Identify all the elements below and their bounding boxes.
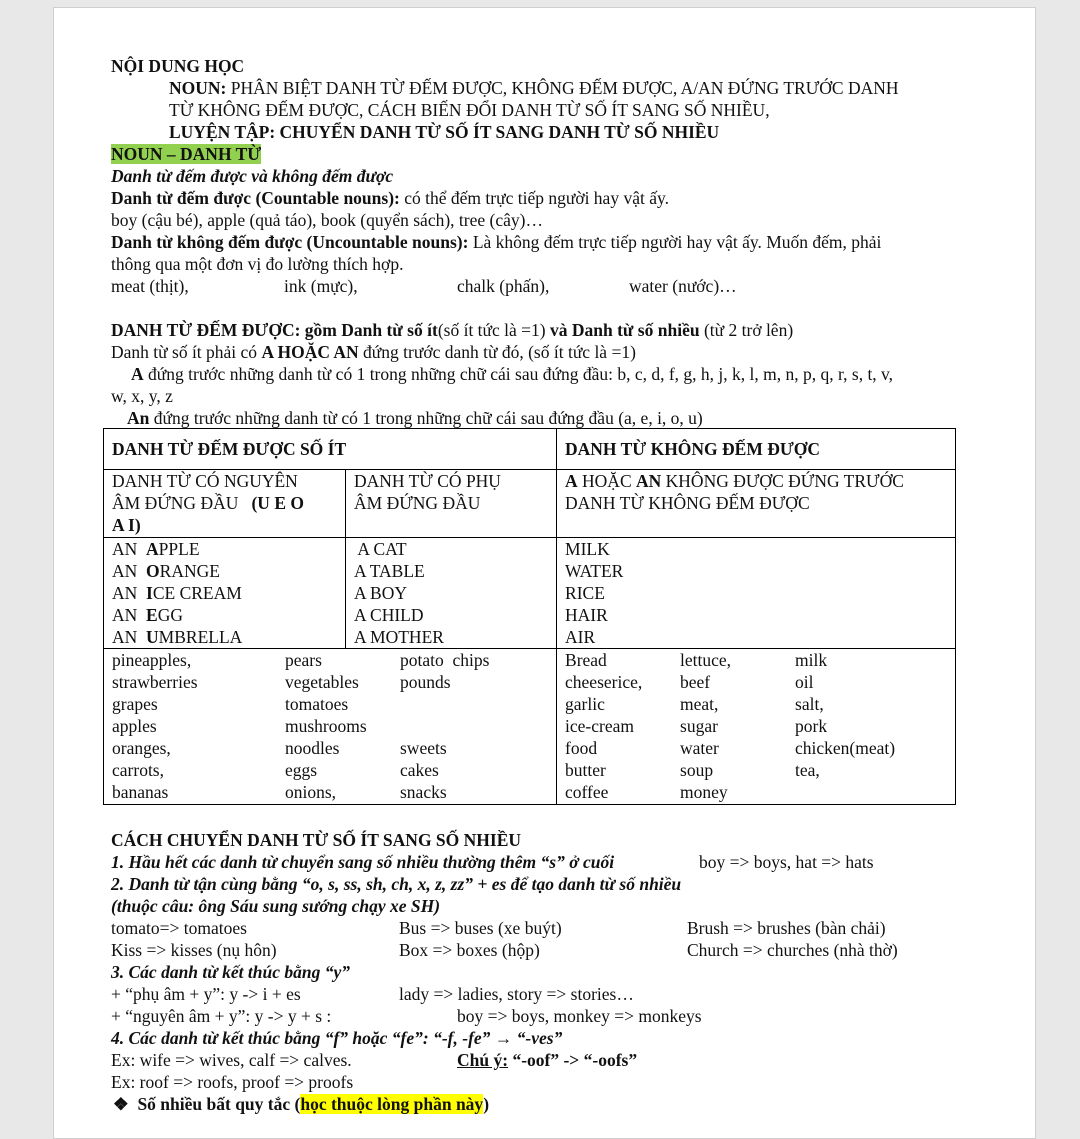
uncountable-definition-2: thông qua một đơn vị đo lường thích hợp. — [111, 254, 404, 274]
unc-word: WATER — [565, 561, 624, 581]
diamond-bullet-icon: ❖ — [113, 1094, 129, 1114]
rule-4: 4. Các danh từ kết thúc bằng “f” hoặc “fe”: “-f, -fe” → “-ves” — [111, 1028, 563, 1048]
a-rule: A đứng trước những danh từ có 1 trong những chữ cái sau đứng đầu: b, c, d, f, g, h, j, k, l, m, n, p, q, r, s, t, v, — [131, 364, 894, 384]
unc-col-2: lettuce, beef meat, sugar water soup money — [680, 650, 732, 802]
uncount-example-1: meat (thịt), — [111, 276, 189, 296]
countable-examples: boy (cậu bé), apple (quả táo), book (quyển sách), tree (cây)… — [111, 210, 543, 230]
rule-2-example: Box => boxes (hộp) — [399, 940, 540, 960]
unc-word: AIR — [565, 627, 596, 647]
countable-examples-cell — [104, 649, 557, 805]
noun-table — [103, 428, 956, 805]
a-word: A BOY — [354, 583, 407, 603]
a-words-cell — [346, 538, 557, 649]
noun-topic-line-2: TỪ KHÔNG ĐẾM ĐƯỢC, CÁCH BIẾN ĐỔI DANH TỪ SỐ ÍT SANG SỐ NHIỀU, — [169, 100, 770, 120]
rule-3-vowel-example: boy => boys, monkey => monkeys — [457, 1006, 702, 1026]
singular-rule: Danh từ số ít phải có A HOẶC AN đứng trước danh từ đó, (số ít tức là =1) — [111, 342, 636, 362]
uncountable-examples-cell — [557, 649, 956, 805]
an-word: AN EGG — [112, 605, 183, 625]
header-uncountable: DANH TỪ KHÔNG ĐẾM ĐƯỢC — [557, 429, 956, 470]
noun-topic-line: NOUN: PHÂN BIỆT DANH TỪ ĐẾM ĐƯỢC, KHÔNG ĐẾM ĐƯỢC, A/AN ĐỨNG TRƯỚC DANH — [169, 78, 899, 98]
a-word: A CHILD — [354, 605, 424, 625]
practice-line: LUYỆN TẬP: CHUYỂN DANH TỪ SỐ ÍT SANG DANH TỪ SỐ NHIỀU — [169, 122, 720, 142]
rule-2-tip: (thuộc câu: ông Sáu sung sướng chạy xe SH) — [111, 896, 441, 916]
irregular-plural-line: ❖ Số nhiều bất quy tắc (học thuộc lòng phần này) — [113, 1094, 490, 1114]
unc-word: RICE — [565, 583, 605, 603]
an-word: AN ICE CREAM — [112, 583, 242, 603]
uncount-example-2: ink (mực), — [284, 276, 358, 296]
rule-3-vowel: + “nguyên âm + y”: y -> y + s : — [111, 1006, 332, 1026]
content-heading: NỘI DUNG HỌC — [111, 56, 245, 76]
count-col-2: pears vegetables tomatoes mushrooms noodles eggs onions, — [285, 650, 367, 802]
a-word: A MOTHER — [354, 627, 444, 647]
rule-4-example-1: Ex: wife => wives, calf => calves. — [111, 1050, 352, 1070]
rule-2: 2. Danh từ tận cùng bằng “o, s, ss, sh, ch, x, z, zz” + es để tạo danh từ số nhiều — [111, 874, 682, 894]
an-word: AN UMBRELLA — [112, 627, 243, 647]
countable-composition: DANH TỪ ĐẾM ĐƯỢC: gồm Danh từ số ít(số ít tức là =1) và Danh từ số nhiều (từ 2 trở lên) — [111, 320, 794, 340]
an-words-cell — [104, 538, 346, 649]
uncountable-words-cell — [557, 538, 956, 649]
countable-subtitle: Danh từ đếm được và không đếm được — [111, 166, 394, 186]
count-col-3: potato chips pounds sweets cakes snacks — [400, 650, 490, 802]
rule-2-example: Bus => buses (xe buýt) — [399, 918, 562, 938]
unc-word: HAIR — [565, 605, 608, 625]
rule-4-note: Chú ý: “-oof” -> “-oofs” — [457, 1050, 638, 1070]
an-rule: An đứng trước những danh từ có 1 trong những chữ cái sau đứng đầu (a, e, i, o, u) — [127, 408, 703, 428]
count-col-1: pineapples, strawberries grapes apples oranges, carrots, bananas — [112, 650, 198, 802]
rule-3-consonant-example: lady => ladies, story => stories… — [399, 984, 634, 1004]
rule-2-example: Church => churches (nhà thờ) — [687, 940, 898, 960]
uncount-example-4: water (nước)… — [629, 276, 737, 296]
sub-vowel-header: DANH TỪ CÓ NGUYÊN ÂM ĐỨNG ĐẦU (U E O A I) — [104, 470, 346, 538]
sub-uncountable-header: A HOẶC AN KHÔNG ĐƯỢC ĐỨNG TRƯỚC DANH TỪ KHÔNG ĐẾM ĐƯỢC — [557, 470, 956, 538]
rule-2-example: Brush => brushes (bàn chải) — [687, 918, 886, 938]
sub-consonant-header: DANH TỪ CÓ PHỤ ÂM ĐỨNG ĐẦU — [346, 470, 557, 538]
unc-word: MILK — [565, 539, 610, 559]
rule-2-example: tomato=> tomatoes — [111, 918, 247, 938]
rule-3: 3. Các danh từ kết thúc bằng “y” — [111, 962, 350, 982]
a-word: A TABLE — [354, 561, 425, 581]
rule-1: 1. Hầu hết các danh từ chuyển sang số nhiều thường thêm “s” ở cuối — [111, 852, 615, 872]
rule-4-example-2: Ex: roof => roofs, proof => proofs — [111, 1072, 354, 1092]
a-rule-cont: w, x, y, z — [111, 386, 173, 406]
unc-col-1: Bread cheeserice, garlic ice-cream food butter coffee — [565, 650, 643, 802]
rule-3-consonant: + “phụ âm + y”: y -> i + es — [111, 984, 301, 1004]
an-word: AN APPLE — [112, 539, 200, 559]
unc-col-3: milk oil salt, pork chicken(meat) tea, — [795, 650, 896, 780]
plural-heading: CÁCH CHUYỂN DANH TỪ SỐ ÍT SANG SỐ NHIỀU — [111, 830, 522, 850]
a-word: A CAT — [354, 539, 407, 559]
section-noun-title: NOUN – DANH TỪ — [111, 144, 262, 164]
header-countable: DANH TỪ ĐẾM ĐƯỢC SỐ ÍT — [104, 429, 557, 470]
countable-definition: Danh từ đếm được (Countable nouns): có thể đếm trực tiếp người hay vật ấy. — [111, 188, 669, 208]
rule-1-example: boy => boys, hat => hats — [699, 852, 874, 872]
an-word: AN ORANGE — [112, 561, 220, 581]
rule-2-example: Kiss => kisses (nụ hôn) — [111, 940, 277, 960]
uncountable-definition: Danh từ không đếm được (Uncountable nouns): Là không đếm trực tiếp người hay vật ấy. Muốn đếm, phải — [111, 232, 882, 252]
uncount-example-3: chalk (phấn), — [457, 276, 550, 296]
